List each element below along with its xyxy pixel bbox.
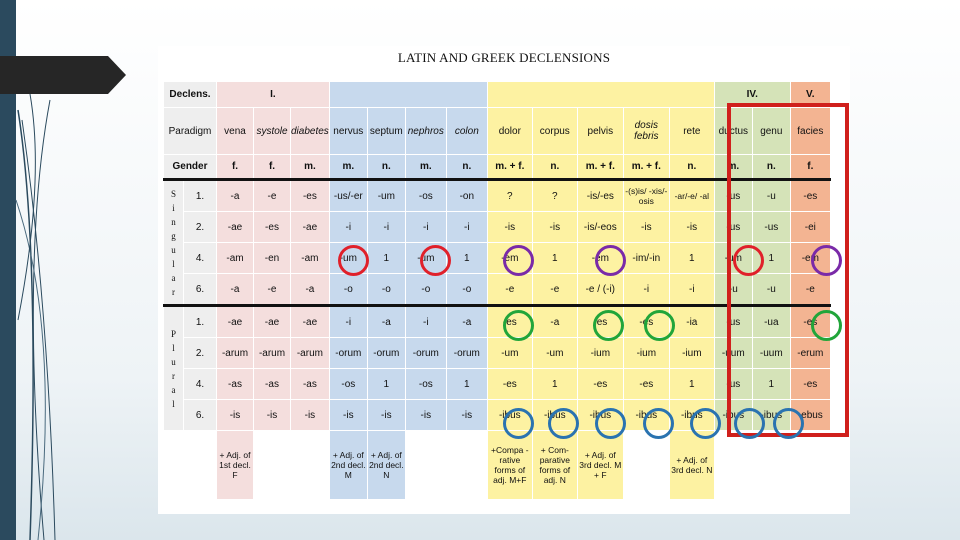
ending-cell: -a — [217, 274, 254, 306]
number-letter: i — [172, 202, 175, 213]
gender-cell: m. — [291, 155, 330, 180]
footer-note: +Compa -rative forms of adj. M+F — [487, 431, 532, 500]
ending-cell: -u — [752, 180, 790, 212]
number-letter: g — [171, 230, 176, 241]
ending-cell: -am — [217, 243, 254, 274]
case-number: 6. — [184, 400, 217, 431]
ending-cell: -um — [405, 243, 446, 274]
ending-cell: -os — [405, 180, 446, 212]
footer-note: + Adj. of 2nd decl. M — [329, 431, 367, 500]
circle-marker — [734, 408, 765, 439]
ending-cell: -us — [714, 180, 752, 212]
ending-cell: -um — [714, 243, 752, 274]
plural-label — [164, 306, 184, 431]
ending-cell: -im/-in — [623, 243, 669, 274]
footer-note — [752, 431, 790, 500]
circle-marker — [690, 408, 721, 439]
circle-marker — [503, 310, 534, 341]
footer-note — [714, 431, 752, 500]
declension-group: IV. — [714, 82, 790, 108]
ending-cell: -a — [367, 306, 405, 338]
paradigm-label: Paradigm — [164, 108, 217, 155]
ending-cell: -ei — [790, 212, 830, 243]
footer-note — [446, 431, 487, 500]
case-number: 4. — [184, 369, 217, 400]
gender-cell: m. — [329, 155, 367, 180]
ending-cell: -uum — [714, 338, 752, 369]
circle-marker — [420, 245, 451, 276]
ending-cell: -is/-eos — [577, 212, 623, 243]
footer-note: + Adj. of 3rd decl. M + F — [577, 431, 623, 500]
ending-cell: -es — [291, 180, 330, 212]
ending-cell: -em — [790, 243, 830, 274]
ending-cell: -um — [487, 338, 532, 369]
ending-cell: -ibus — [532, 400, 577, 431]
circle-marker — [643, 408, 674, 439]
paradigm-word: facies — [790, 108, 830, 155]
ending-cell: -i — [329, 212, 367, 243]
ending-cell: -u — [714, 274, 752, 306]
gender-label: Gender — [164, 155, 217, 180]
circle-marker — [503, 245, 534, 276]
page-title: LATIN AND GREEK DECLENSIONS — [397, 50, 611, 65]
ending-cell: -us — [714, 369, 752, 400]
number-letter: r — [172, 286, 175, 297]
declension-group: V. — [790, 82, 830, 108]
paradigm-word: colon — [446, 108, 487, 155]
ending-cell: -orum — [329, 338, 367, 369]
ending-cell: -on — [446, 180, 487, 212]
ending-cell: -as — [217, 369, 254, 400]
circle-marker — [644, 310, 675, 341]
paradigm-word: rete — [669, 108, 714, 155]
ending-cell: -es — [254, 212, 291, 243]
circle-marker — [503, 408, 534, 439]
ending-cell: -e — [532, 274, 577, 306]
ending-cell: -am — [291, 243, 330, 274]
ending-cell: 1 — [446, 369, 487, 400]
circle-marker — [548, 408, 579, 439]
ending-cell: -orum — [405, 338, 446, 369]
footer-note: + Adj. of 1st decl. F — [217, 431, 254, 500]
ending-cell: -es — [623, 369, 669, 400]
circle-marker — [811, 245, 842, 276]
ending-cell: -is/-es — [577, 180, 623, 212]
circle-marker — [593, 310, 624, 341]
footer-spacer — [164, 431, 217, 500]
ending-cell: 1 — [669, 243, 714, 274]
ending-cell: -i — [669, 274, 714, 306]
ending-cell: -o — [405, 274, 446, 306]
ending-cell: -ia — [669, 306, 714, 338]
ending-cell: -is — [367, 400, 405, 431]
gender-cell: n. — [669, 155, 714, 180]
case-number: 2. — [184, 212, 217, 243]
ending-cell: -orum — [446, 338, 487, 369]
ending-cell: -a — [217, 180, 254, 212]
ending-cell: 1 — [446, 243, 487, 274]
ending-cell: -us — [714, 212, 752, 243]
ending-cell: -e / (-i) — [577, 274, 623, 306]
ending-cell: -ae — [217, 306, 254, 338]
ending-cell: -is — [217, 400, 254, 431]
ending-cell: 1 — [532, 243, 577, 274]
ending-cell: -(s)is/ -xis/-osis — [623, 180, 669, 212]
gender-cell: n. — [446, 155, 487, 180]
ending-cell: -i — [405, 212, 446, 243]
gender-cell: n. — [532, 155, 577, 180]
footer-note — [291, 431, 330, 500]
circle-marker — [595, 245, 626, 276]
footer-note — [623, 431, 669, 500]
ending-cell: -os — [329, 369, 367, 400]
ending-cell: -ibus — [623, 400, 669, 431]
declension-group: I. — [217, 82, 330, 108]
ending-cell: -o — [367, 274, 405, 306]
ending-cell: 1 — [532, 369, 577, 400]
ending-cell: -ae — [291, 306, 330, 338]
ending-cell: 1 — [669, 369, 714, 400]
ending-cell: -ibus — [577, 400, 623, 431]
ending-cell: -erum — [790, 338, 830, 369]
footer-note — [254, 431, 291, 500]
ending-cell: -e — [254, 180, 291, 212]
paradigm-word: dolor — [487, 108, 532, 155]
ending-cell: -ebus — [790, 400, 830, 431]
gender-cell: m. — [405, 155, 446, 180]
gender-cell: f. — [217, 155, 254, 180]
ending-cell: -en — [254, 243, 291, 274]
ending-cell: -is — [405, 400, 446, 431]
ending-cell: -is — [291, 400, 330, 431]
ending-cell: -a — [532, 306, 577, 338]
ending-cell: -a — [291, 274, 330, 306]
paradigm-word: vena — [217, 108, 254, 155]
footer-note — [790, 431, 830, 500]
case-number: 2. — [184, 338, 217, 369]
paradigm-word: diabetes — [291, 108, 330, 155]
footer-note: + Adj. of 2nd decl. N — [367, 431, 405, 500]
ending-cell: -uum — [752, 338, 790, 369]
paradigm-word: genu — [752, 108, 790, 155]
gender-cell: f. — [790, 155, 830, 180]
ending-cell: -es — [790, 180, 830, 212]
ending-cell: -is — [669, 212, 714, 243]
ending-cell: -is — [623, 212, 669, 243]
gender-cell: m. — [714, 155, 752, 180]
ending-cell: -u — [752, 274, 790, 306]
ending-cell: -ibus — [752, 400, 790, 431]
ending-cell: -ae — [254, 306, 291, 338]
ending-cell: -ar/-e/ -al — [669, 180, 714, 212]
ending-cell: -es — [487, 306, 532, 338]
ending-cell: -os — [405, 369, 446, 400]
ending-cell: -i — [623, 274, 669, 306]
paradigm-word: septum — [367, 108, 405, 155]
declension-group — [329, 82, 487, 108]
footer-note: + Adj. of 3rd decl. N — [669, 431, 714, 500]
ending-cell: -es — [790, 369, 830, 400]
ending-cell: ? — [532, 180, 577, 212]
paradigm-word: nephros — [405, 108, 446, 155]
declension-label: Declens. — [164, 82, 217, 108]
circle-marker — [595, 408, 626, 439]
gender-cell: m. + f. — [623, 155, 669, 180]
ending-cell: -em — [577, 243, 623, 274]
ending-cell: -ibus — [487, 400, 532, 431]
case-number: 4. — [184, 243, 217, 274]
ending-cell: -a — [446, 306, 487, 338]
ending-cell: -as — [254, 369, 291, 400]
ending-cell: -um — [329, 243, 367, 274]
ending-cell: -us — [752, 212, 790, 243]
ending-cell: -arum — [291, 338, 330, 369]
ending-cell: -um — [532, 338, 577, 369]
case-number: 6. — [184, 274, 217, 306]
ending-cell: -i — [367, 212, 405, 243]
case-number: 1. — [184, 306, 217, 338]
ending-cell: -ium — [669, 338, 714, 369]
gender-cell: m. + f. — [577, 155, 623, 180]
number-letter: a — [171, 272, 176, 283]
ending-cell: -es — [577, 369, 623, 400]
ending-cell: -ium — [577, 338, 623, 369]
ending-cell: -e — [790, 274, 830, 306]
ending-cell: -ibus — [669, 400, 714, 431]
circle-marker — [811, 310, 842, 341]
gender-cell: f. — [254, 155, 291, 180]
gender-cell: n. — [367, 155, 405, 180]
footer-note: + Com- parative forms of adj. N — [532, 431, 577, 500]
number-letter: a — [171, 384, 176, 395]
gender-cell: n. — [752, 155, 790, 180]
ending-cell: -e — [254, 274, 291, 306]
number-letter: P — [170, 328, 176, 339]
ending-cell: -us — [714, 306, 752, 338]
paradigm-word: dosis febris — [623, 108, 669, 155]
ending-cell: -i — [329, 306, 367, 338]
ending-cell: 1 — [367, 243, 405, 274]
ending-cell: -is — [329, 400, 367, 431]
ending-cell: -ae — [291, 212, 330, 243]
ending-cell: -ua — [752, 306, 790, 338]
ending-cell: -i — [405, 306, 446, 338]
number-letter: r — [172, 370, 175, 381]
ending-cell: -em — [487, 243, 532, 274]
paradigm-word: nervus — [329, 108, 367, 155]
ending-cell: -arum — [254, 338, 291, 369]
ending-cell: -us/-er — [329, 180, 367, 212]
ending-cell: -as — [291, 369, 330, 400]
paradigm-word: ductus — [714, 108, 752, 155]
circle-marker — [338, 245, 369, 276]
number-letter: u — [171, 356, 176, 367]
paradigm-word: corpus — [532, 108, 577, 155]
ending-cell: -o — [329, 274, 367, 306]
paradigm-word: systole — [254, 108, 291, 155]
arrow-tab — [0, 56, 126, 94]
singular-label — [164, 180, 184, 306]
footer-note — [405, 431, 446, 500]
number-letter: u — [171, 244, 176, 255]
ending-cell: 1 — [367, 369, 405, 400]
ending-cell: 1 — [752, 243, 790, 274]
ending-cell: -ae — [217, 212, 254, 243]
ending-cell: -is — [487, 212, 532, 243]
declension-group — [487, 82, 714, 108]
ending-cell: -orum — [367, 338, 405, 369]
number-letter: n — [171, 216, 176, 227]
ending-cell: -es — [487, 369, 532, 400]
ending-cell: -es — [623, 306, 669, 338]
circle-marker — [773, 408, 804, 439]
ending-cell: -ium — [623, 338, 669, 369]
ending-cell: ? — [487, 180, 532, 212]
number-letter: S — [170, 188, 176, 199]
ending-cell: -um — [367, 180, 405, 212]
ending-cell: -es — [790, 306, 830, 338]
number-letter: l — [172, 398, 175, 409]
ending-cell: 1 — [752, 369, 790, 400]
ending-cell: -is — [254, 400, 291, 431]
number-letter: l — [172, 342, 175, 353]
gender-cell: m. + f. — [487, 155, 532, 180]
ending-cell: -i — [446, 212, 487, 243]
case-number: 1. — [184, 180, 217, 212]
ending-cell: -e — [487, 274, 532, 306]
circle-marker — [733, 245, 764, 276]
ending-cell: -ibus — [714, 400, 752, 431]
ending-cell: -arum — [217, 338, 254, 369]
ending-cell: -is — [446, 400, 487, 431]
ending-cell: -is — [532, 212, 577, 243]
ending-cell: -es — [577, 306, 623, 338]
paradigm-word: pelvis — [577, 108, 623, 155]
ending-cell: -o — [446, 274, 487, 306]
number-letter: l — [172, 258, 175, 269]
